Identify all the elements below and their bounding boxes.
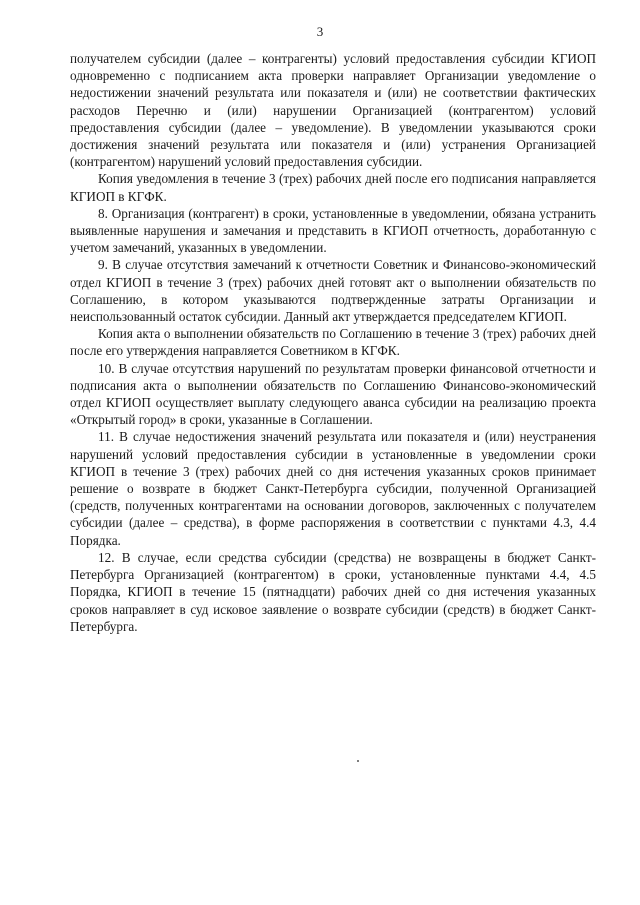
paragraph-item-8: 8. Организация (контрагент) в сроки, установленные в уведомлении, обязана устранить выявленные нарушения и замечания и представить в КГИОП отчетность, доработанную с учетом замечаний, указанных в уведомлении. [70,205,596,256]
paragraph-item-10: 10. В случае отсутствия нарушений по результатам проверки финансовой отчетности и подписания акта о выполнении обязательств по Соглашению Финансово-экономический отдел КГИОП осуществляет выплату следующего аванса субсидии на реализацию проекта «Открытый город» в сроки, указанные в Соглашении. [70,360,596,428]
paragraph-item-11: 11. В случае недостижения значений результата или показателя и (или) неустранения нарушений условий предоставления субсидии в установленные в уведомлении сроки КГИОП в течение 3 (трех) рабочих дней со дня истечения указанных сроков принимает решение о возврате в бюджет Санкт-Петербурга субсидии, полученной Организацией (средств, полученных контрагентами на основании договоров, заключенных с получателем субсидии (далее – средства), в форме распоряжения в соответствии с пунктами 4.3, 4.4 Порядка. [70,429,596,548]
scan-speck [357,760,359,762]
paragraph-notice-copy: Копия уведомления в течение 3 (трех) рабочих дней после его подписания направляется КГИОП в КГФК. [70,171,596,204]
paragraph-item-9: 9. В случае отсутствия замечаний к отчетности Советник и Финансово-экономический отдел КГИОП в течение 3 (трех) рабочих дней готовят акт о выполнении обязательств по Соглашению, в котором указываются подтвержденные затраты Организации и неиспользованный остаток субсидии. Данный акт утверждается председателем КГИОП. [70,257,596,325]
paragraph-act-copy: Копия акта о выполнении обязательств по Соглашению в течение 3 (трех) рабочих дней после его утверждения направляется Советником в КГФК. [70,326,596,359]
document-body [70,50,596,635]
paragraph-item-12: 12. В случае, если средства субсидии (средства) не возвращены в бюджет Санкт-Петербурга Организацией (контрагентом) в сроки, установленные пунктами 4.4, 4.5 Порядка, КГИОП в течение 15 (пятнадцати) рабочих дней со дня истечения указанных сроков направляет в суд исковое заявление о возврате субсидии (средств) в бюджет Санкт-Петербурга. [70,549,596,634]
paragraph-continuation: получателем субсидии (далее – контрагенты) условий предоставления субсидии КГИОП одновременно с подписанием акта проверки направляет Организации уведомление о недостижении значений результата или показателя и (или) не соответствии фактических расходов Перечню и (или) нарушении Организацией (контрагентом) условий предоставления субсидии (далее – уведомление). В уведомлении указываются сроки достижения значений результата или показателя и (или) устранения Организацией (контрагентом) нарушений условий предоставления субсидии. [70,51,596,170]
page-number: 3 [316,24,324,39]
